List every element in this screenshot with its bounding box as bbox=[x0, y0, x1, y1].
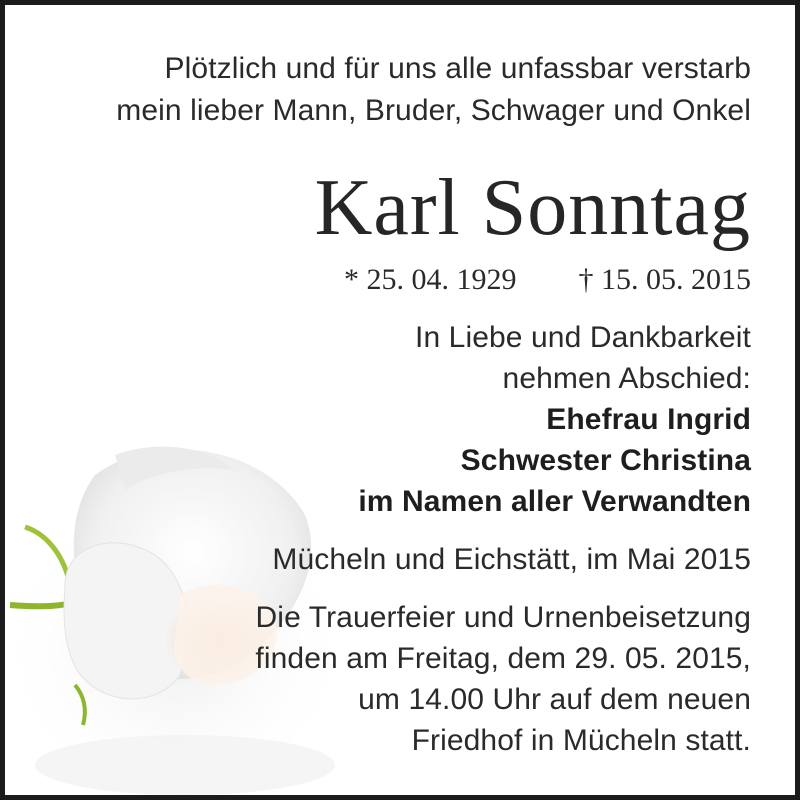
service-line-1: Die Trauerfeier und Urnenbeisetzung bbox=[255, 601, 751, 634]
birth-date: * 25. 04. 1929 bbox=[344, 263, 517, 296]
intro-line-2: mein lieber Mann, Bruder, Schwager und Onkel bbox=[116, 94, 751, 127]
place-date: Mücheln und Eichstätt, im Mai 2015 bbox=[272, 543, 751, 576]
mourner-sister: Schwester Christina bbox=[460, 444, 751, 477]
mourner-relatives: im Namen aller Verwandten bbox=[358, 485, 751, 518]
service-line-4: Friedhof in Mücheln statt. bbox=[411, 724, 751, 757]
farewell-line-1: In Liebe und Dankbarkeit bbox=[415, 321, 751, 354]
farewell-line-2: nehmen Abschied: bbox=[502, 362, 751, 395]
service-line-3: um 14.00 Uhr auf dem neuen bbox=[358, 683, 751, 716]
deceased-name: Karl Sonntag bbox=[314, 164, 751, 252]
life-dates bbox=[344, 260, 751, 300]
death-date: † 15. 05. 2015 bbox=[578, 263, 751, 296]
mourner-spouse: Ehefrau Ingrid bbox=[546, 403, 751, 436]
intro-line-1: Plötzlich und für uns alle unfassbar verstarb bbox=[164, 52, 751, 85]
service-line-2: finden am Freitag, dem 29. 05. 2015, bbox=[255, 642, 751, 675]
